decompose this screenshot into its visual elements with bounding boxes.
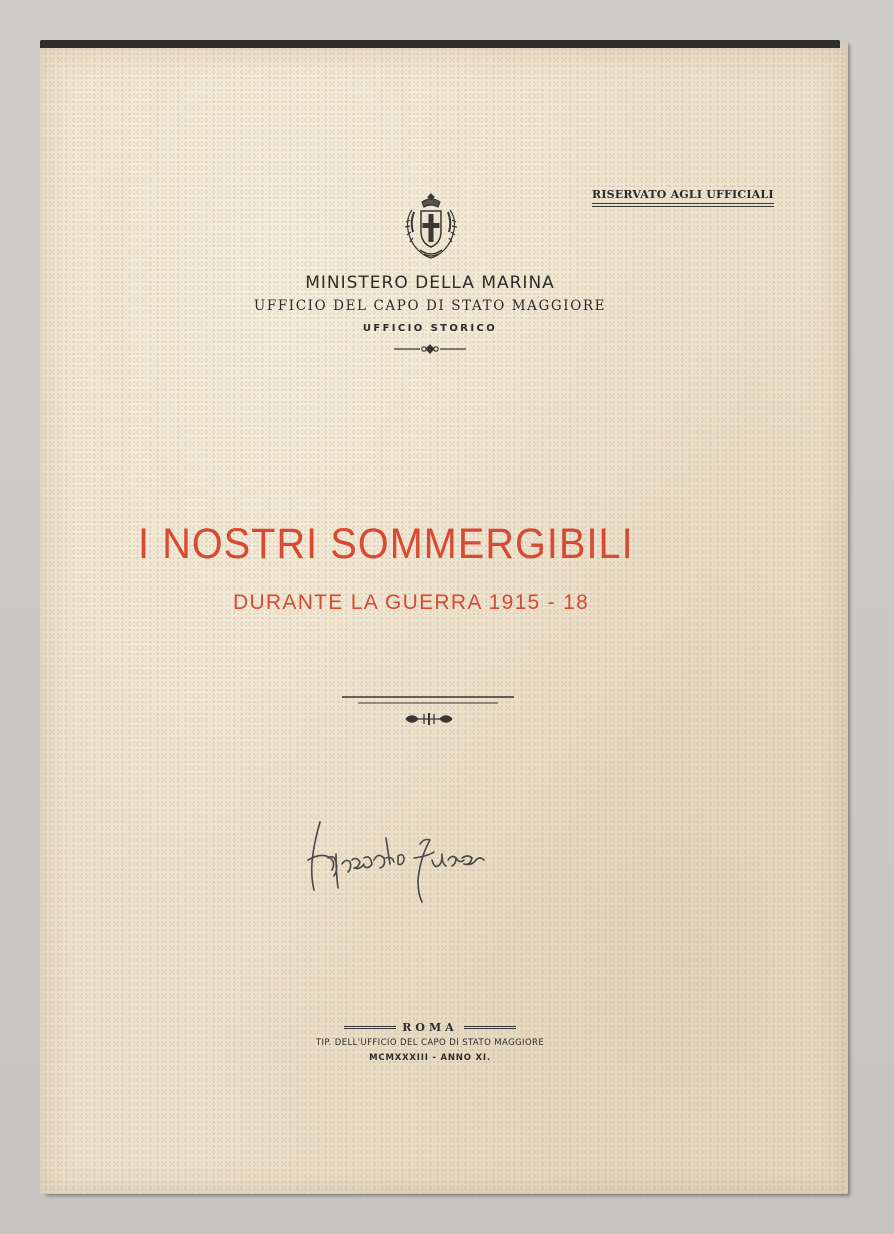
- fleuron-icon: [404, 711, 454, 727]
- restricted-notice: RISERVATO AGLI UFFICIALI: [592, 188, 774, 204]
- book-title: I NOSTRI SOMMERGIBILI: [138, 520, 634, 568]
- royal-crest-icon: [400, 190, 462, 262]
- ministry-name: MINISTERO DELLA MARINA: [305, 273, 555, 293]
- handwritten-signature: [302, 814, 512, 918]
- imprint: [280, 1019, 580, 1065]
- office-name: UFFICIO DEL CAPO DI STATO MAGGIORE: [253, 298, 607, 314]
- publication-date: MCMXXXIII - ANNO XI.: [369, 1053, 491, 1063]
- imprint-rule-right: [464, 1026, 516, 1029]
- department-name: UFFICIO STORICO: [362, 323, 498, 334]
- double-rule-divider: [342, 694, 514, 708]
- book-subtitle: DURANTE LA GUERRA 1915 - 18: [233, 591, 590, 614]
- header-block: [230, 272, 630, 336]
- city-row: [280, 1019, 580, 1035]
- city-name: ROMA: [402, 1020, 458, 1034]
- printer-line: TIP. DELL'UFFICIO DEL CAPO DI STATO MAGGIORE: [315, 1038, 545, 1048]
- imprint-rule-left: [344, 1026, 396, 1029]
- ornament-icon: [392, 342, 468, 356]
